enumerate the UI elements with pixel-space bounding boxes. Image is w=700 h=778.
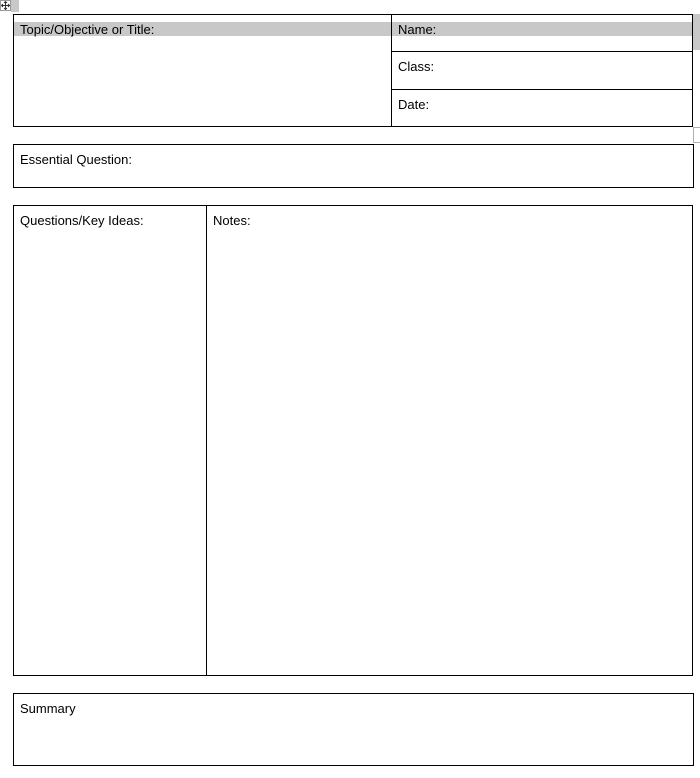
essential-question-box[interactable] [13,144,694,188]
notes-cell[interactable] [207,206,692,675]
selection-strip [11,0,19,12]
table-move-handle[interactable] [0,0,11,11]
summary-label: Summary [20,701,76,716]
essential-question-label: Essential Question: [20,152,133,167]
class-cell[interactable] [392,52,692,90]
row-selection-marker [692,14,700,50]
notes-table [13,205,693,676]
summary-box[interactable] [13,693,694,766]
topic-cell[interactable] [14,15,392,126]
notes-label: Notes: [213,213,251,228]
table-resize-handle[interactable] [693,127,700,143]
questions-label: Questions/Key Ideas: [20,213,144,228]
name-label: Name: [398,22,437,37]
move-arrows-icon [1,1,10,10]
name-cell[interactable] [392,15,692,52]
header-table [13,14,693,127]
class-label: Class: [398,59,435,74]
topic-label: Topic/Objective or Title: [20,22,155,37]
date-cell[interactable] [392,90,692,126]
date-label: Date: [398,97,430,112]
questions-cell[interactable] [14,206,206,675]
